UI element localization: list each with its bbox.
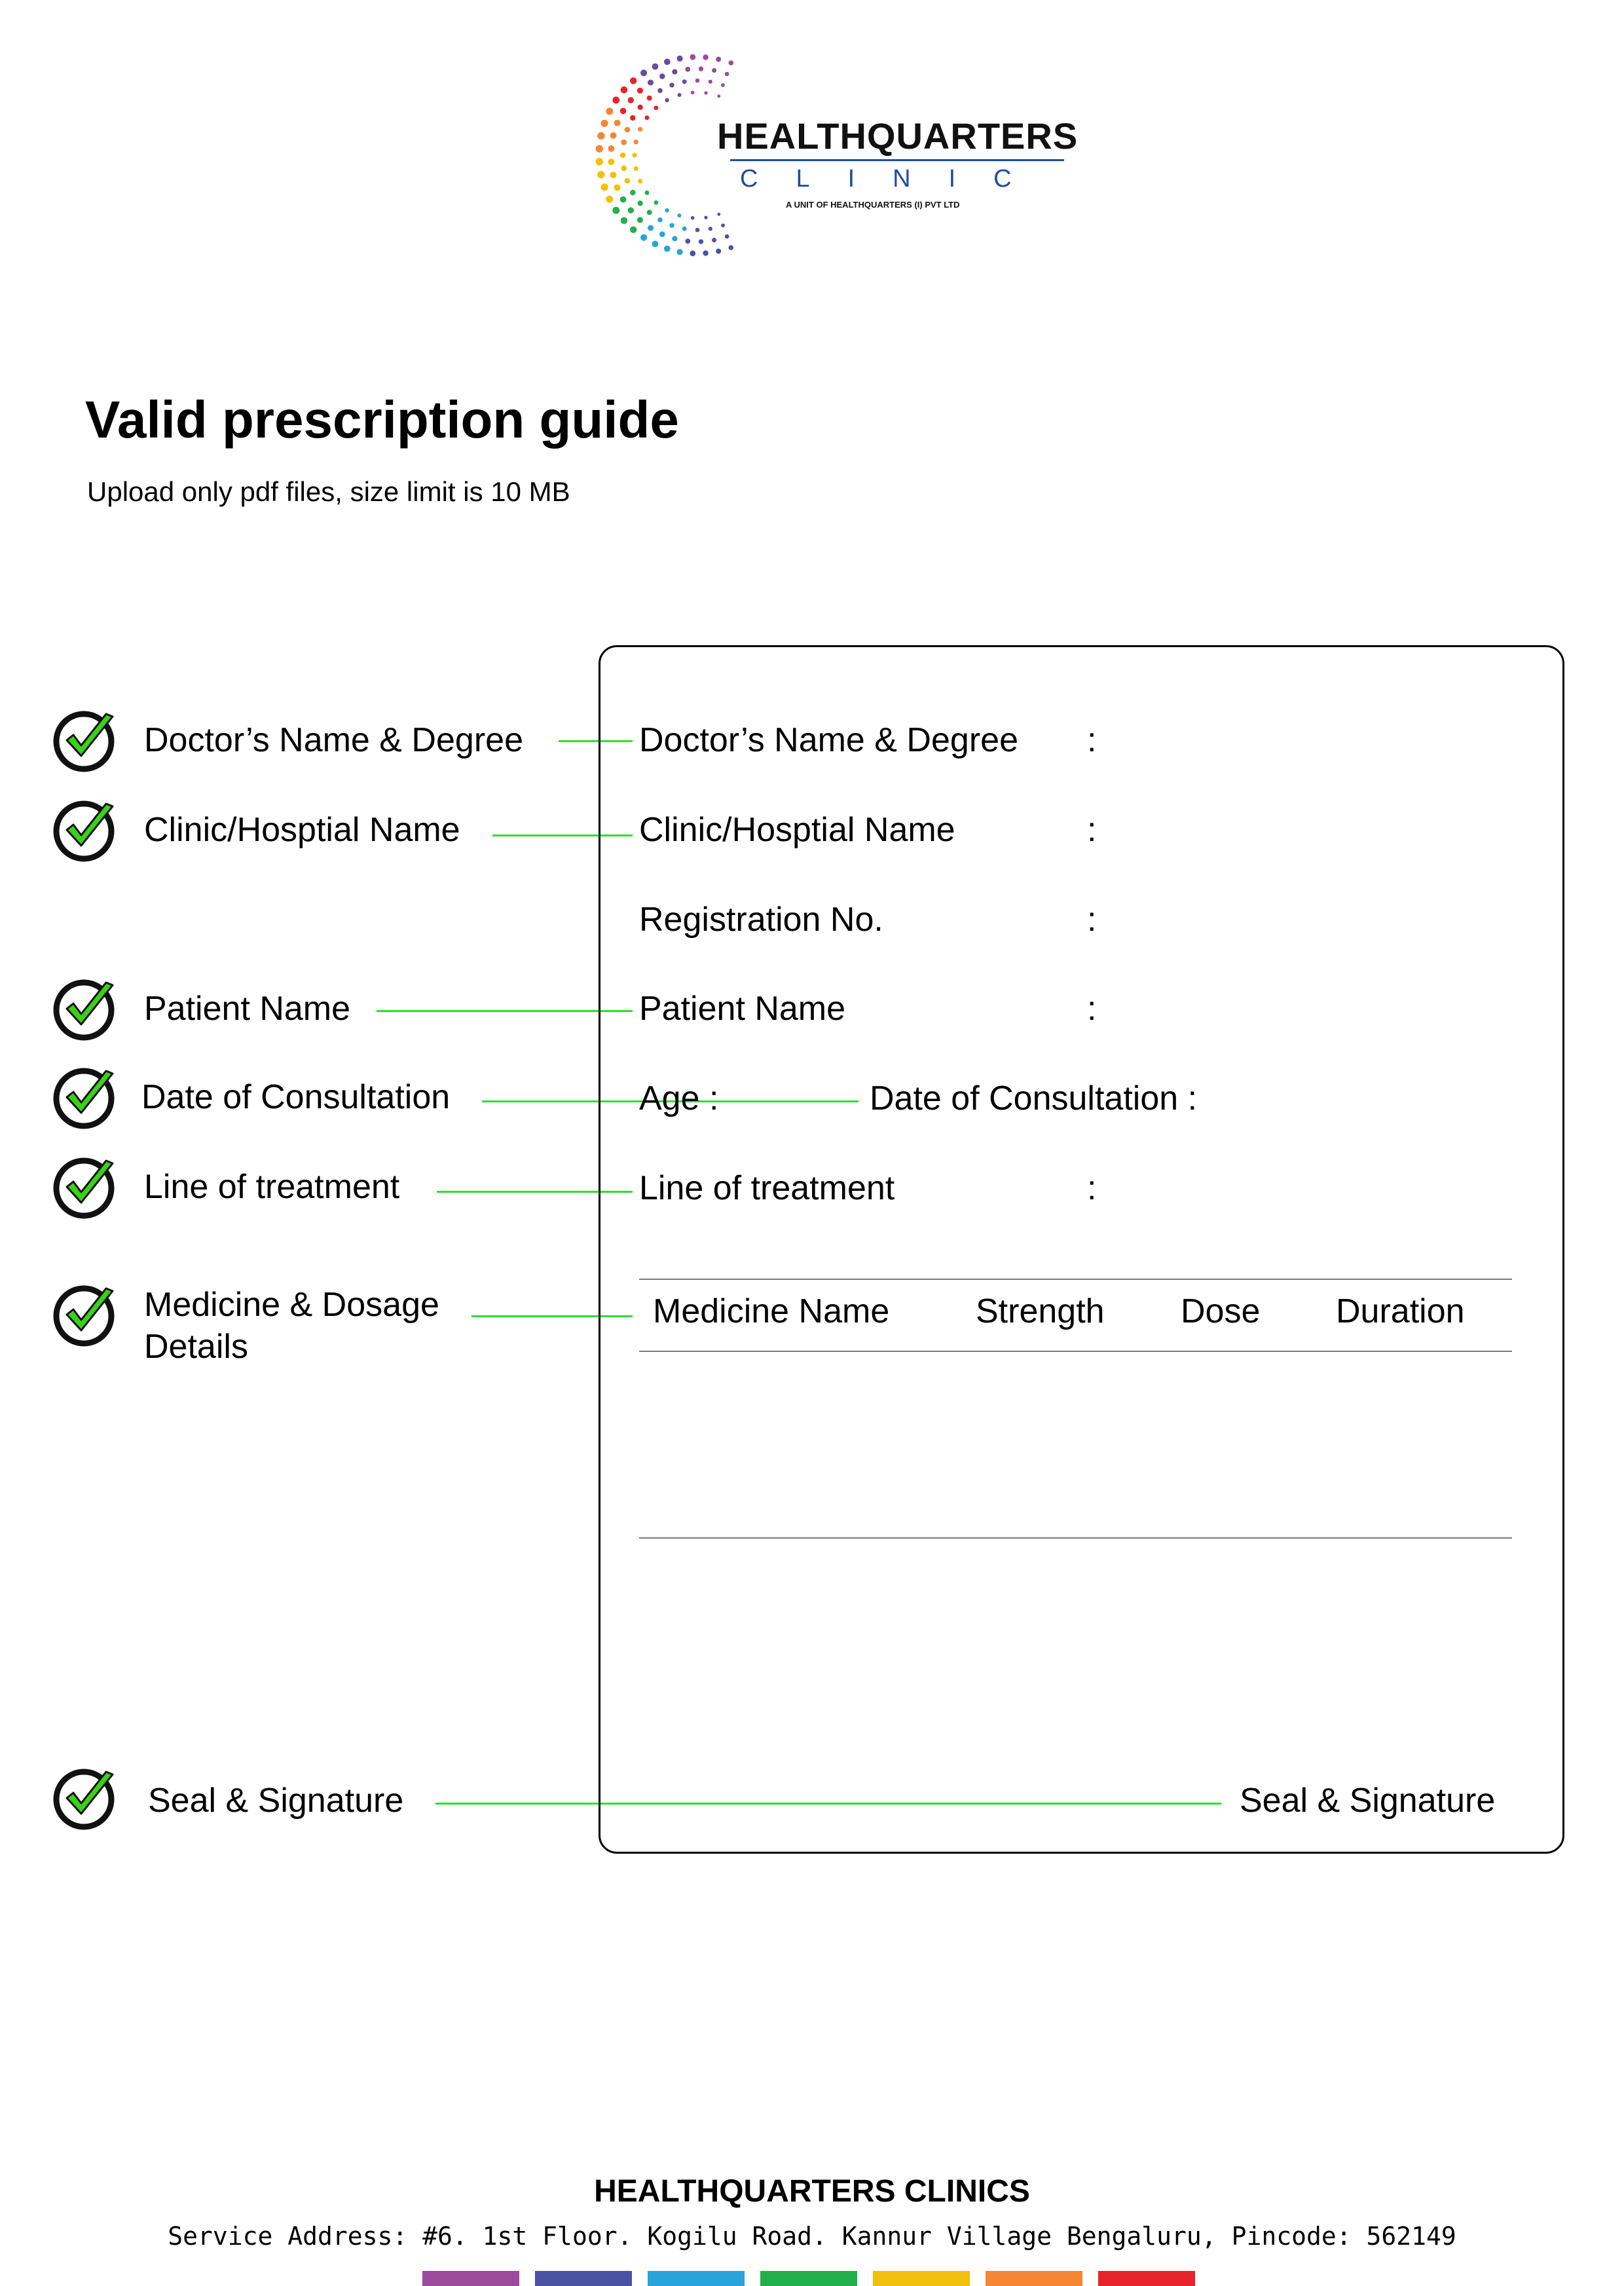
check-circle-icon xyxy=(52,707,118,773)
table-header-medicine: Medicine Name xyxy=(653,1292,890,1330)
checklist-patient-label: Patient Name xyxy=(144,990,351,1028)
logo-dot xyxy=(632,153,637,157)
table-header-strength: Strength xyxy=(976,1292,1105,1330)
logo-dot xyxy=(691,216,695,220)
table-header-rule xyxy=(639,1351,1512,1352)
logo-dot xyxy=(640,69,647,76)
logo-dot xyxy=(659,73,665,79)
logo-dot xyxy=(721,223,725,227)
logo-dot xyxy=(648,225,654,231)
checklist-date-label: Date of Consultation xyxy=(141,1078,451,1116)
logo-dot xyxy=(677,249,683,255)
logo-dot xyxy=(709,80,712,84)
color-swatch xyxy=(648,2271,745,2286)
logo-dot xyxy=(610,132,617,139)
logo-dot xyxy=(682,79,687,84)
footer-title: HEALTHQUARTERS CLINICS xyxy=(594,2174,1030,2209)
logo-dot xyxy=(612,96,619,103)
rx-registration-field: Registration No. xyxy=(639,901,883,939)
logo-dot xyxy=(677,56,683,62)
logo-dot xyxy=(634,140,638,144)
logo-dot xyxy=(665,98,669,102)
color-swatch xyxy=(986,2271,1082,2286)
logo-dot xyxy=(716,249,721,254)
logo-dot xyxy=(652,64,659,70)
logo-dot xyxy=(612,207,619,214)
color-swatch xyxy=(422,2271,519,2286)
logo-dot xyxy=(685,67,690,72)
logo-dot xyxy=(638,200,643,206)
logo-dot xyxy=(678,214,682,217)
check-circle-icon xyxy=(52,1282,118,1347)
logo-dot xyxy=(606,196,613,203)
check-circle-icon xyxy=(52,1064,118,1130)
logo-dot xyxy=(638,105,643,110)
logo-dot xyxy=(630,115,635,121)
logo-dot xyxy=(606,107,613,115)
logo-dot xyxy=(614,185,621,191)
brand-subtitle: CLINIC xyxy=(740,165,1050,193)
page-title: Valid prescription guide xyxy=(85,390,679,449)
logo-dot xyxy=(669,223,674,227)
logo-dot xyxy=(672,69,677,75)
logo-dot xyxy=(608,159,614,165)
logo-dot xyxy=(637,88,643,94)
logo-dot xyxy=(620,153,626,159)
color-swatch xyxy=(535,2271,632,2286)
logo-dot xyxy=(725,234,729,239)
connector-patient xyxy=(377,1010,633,1012)
logo-dot xyxy=(664,59,671,66)
logo-dot xyxy=(638,127,642,132)
check-circle-icon xyxy=(52,1765,118,1831)
checklist-doctor-label: Doctor’s Name & Degree xyxy=(144,721,523,759)
footer-address: Service Address: #6. 1st Floor. Kogilu Road. Kannur Village Bengaluru, Pincode: 562149 xyxy=(168,2222,1456,2251)
logo-dot xyxy=(678,93,682,97)
logo-dot xyxy=(665,208,669,212)
logo-dot xyxy=(640,234,647,241)
logo-dot xyxy=(652,241,659,248)
logo-dot xyxy=(621,140,627,145)
logo-dot xyxy=(657,217,663,223)
logo-dot xyxy=(638,179,642,183)
check-circle-icon xyxy=(52,797,118,863)
rx-seal-field: Seal & Signature xyxy=(1240,1782,1496,1820)
logo-dot xyxy=(712,68,716,73)
logo-dot xyxy=(664,246,671,252)
logo-dot xyxy=(637,217,643,223)
logo-dot xyxy=(654,200,659,205)
logo-dot xyxy=(621,86,628,94)
logo-dot xyxy=(699,66,703,71)
logo-dot xyxy=(625,178,631,184)
checklist-treatment-label: Line of treatment xyxy=(144,1168,400,1206)
brand-divider xyxy=(730,159,1064,161)
logo-dot xyxy=(691,91,695,95)
logo-dot xyxy=(717,213,720,216)
color-swatch xyxy=(873,2271,970,2286)
logo-dot xyxy=(717,94,720,98)
logo-dotted-c-icon xyxy=(593,43,789,272)
logo-dot xyxy=(685,238,690,244)
logo-dot xyxy=(672,236,677,241)
rx-patient-field: Patient Name xyxy=(639,990,846,1028)
check-circle-icon xyxy=(52,1154,118,1220)
logo-dot xyxy=(645,115,650,120)
logo-dot xyxy=(630,77,637,84)
logo-dot xyxy=(703,54,708,60)
table-bottom-rule xyxy=(639,1537,1512,1539)
logo-dot xyxy=(621,166,627,172)
logo-dot xyxy=(709,227,712,231)
logo-dot xyxy=(690,250,695,256)
logo-dot xyxy=(729,245,734,250)
logo-dot xyxy=(625,127,631,133)
logo-dot xyxy=(596,145,603,152)
logo-dot xyxy=(645,191,650,195)
logo-dot xyxy=(704,91,707,94)
logo-dot xyxy=(628,97,634,103)
checklist-medicine-label: Medicine & Dosage xyxy=(144,1286,439,1324)
logo-dot xyxy=(699,239,703,244)
logo-dot xyxy=(597,132,604,140)
rx-age-field: Age : xyxy=(639,1079,719,1117)
brand-unit-text: A UNIT OF HEALTHQUARTERS (I) PVT LTD xyxy=(786,200,960,210)
color-swatch xyxy=(1098,2271,1195,2286)
checklist-seal-label: Seal & Signature xyxy=(148,1782,404,1820)
logo-dot xyxy=(716,57,721,62)
table-top-rule xyxy=(639,1279,1512,1280)
rx-treatment-field: Line of treatment xyxy=(639,1169,895,1207)
logo-dot xyxy=(729,60,734,66)
logo-dot xyxy=(712,238,716,242)
table-header-duration: Duration xyxy=(1336,1292,1465,1330)
logo-dot xyxy=(682,227,687,231)
logo-dot xyxy=(647,96,652,101)
logo-dot xyxy=(608,145,614,152)
logo-dot xyxy=(614,120,621,126)
logo-dot xyxy=(695,228,700,233)
logo-dot xyxy=(630,227,637,233)
logo-dot xyxy=(669,83,674,87)
logo-dot xyxy=(630,190,635,195)
rx-clinic-field: Clinic/Hosptial Name xyxy=(639,811,955,849)
logo-dot xyxy=(721,83,725,87)
rx-doctor-field: Doctor’s Name & Degree xyxy=(639,721,1018,759)
logo-dot xyxy=(695,79,700,83)
logo-dot xyxy=(597,171,604,178)
brand-name: HEALTHQUARTERS xyxy=(717,115,1079,157)
logo-dot xyxy=(654,105,659,110)
logo-dot xyxy=(634,166,638,171)
logo-dot xyxy=(620,108,627,115)
rx-doctor-colon: : xyxy=(1087,721,1097,759)
logo-dot xyxy=(659,231,665,237)
logo-dot xyxy=(620,197,627,203)
logo-dot xyxy=(690,54,695,60)
logo-dot xyxy=(657,88,663,94)
rx-clinic-colon: : xyxy=(1087,811,1097,849)
logo-dot xyxy=(601,183,608,191)
logo-dot xyxy=(725,72,729,77)
logo-dot xyxy=(647,210,652,215)
logo-dot xyxy=(621,217,628,225)
checklist-medicine-label-line2: Details xyxy=(144,1328,248,1366)
table-header-dose: Dose xyxy=(1181,1292,1261,1330)
logo-dot xyxy=(648,80,654,86)
logo-dot xyxy=(610,172,617,178)
logo-dot xyxy=(703,250,708,255)
rx-treatment-colon: : xyxy=(1087,1169,1097,1207)
logo-dot xyxy=(596,158,603,165)
rx-registration-colon: : xyxy=(1087,901,1097,939)
logo-dot xyxy=(704,216,707,219)
logo-dot xyxy=(628,207,634,213)
color-swatch xyxy=(760,2271,857,2286)
rx-patient-colon: : xyxy=(1087,990,1097,1028)
check-circle-icon xyxy=(52,976,118,1041)
page-subtitle: Upload only pdf files, size limit is 10 MB xyxy=(87,476,570,507)
logo-dot xyxy=(601,120,608,127)
rx-date-field: Date of Consultation : xyxy=(870,1079,1198,1117)
checklist-clinic-label: Clinic/Hosptial Name xyxy=(144,811,460,849)
